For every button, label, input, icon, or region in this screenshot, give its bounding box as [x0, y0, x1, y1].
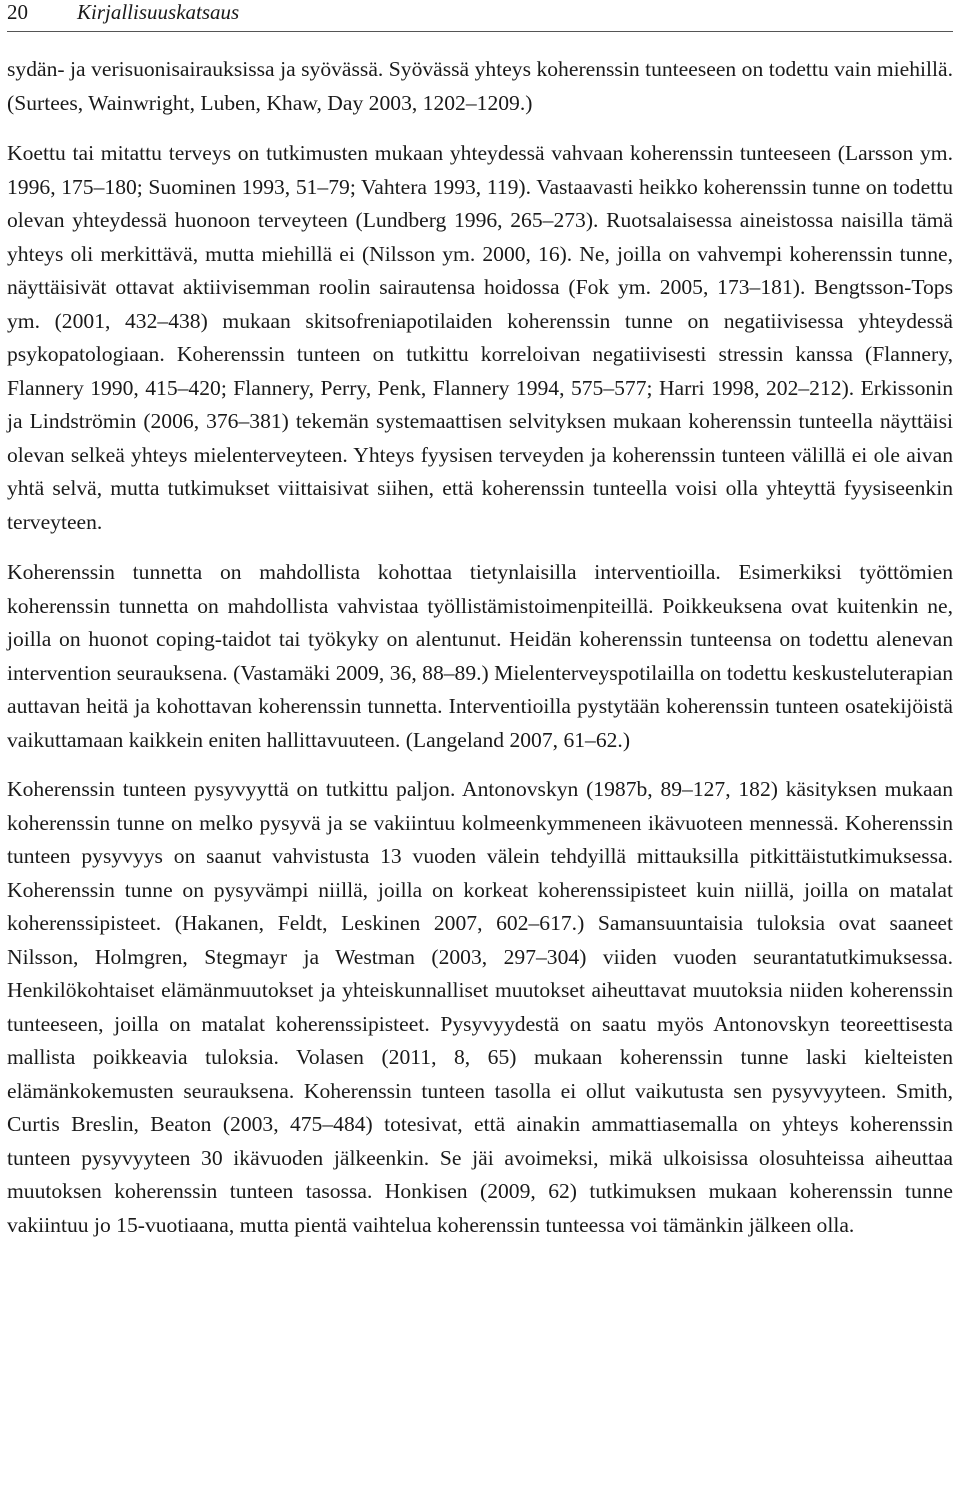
body-paragraph-3: Koherenssin tunnetta on mahdollista kohottaa tietynlaisilla interventioilla. Esimerkiksi työttömien koherenssin tunnetta on mahdollista vahvistaa työllistämistoimenpiteillä. Poikkeuksena ovat kuitenkin ne, joilla on huonot coping-taidot tai työkyky on alentunut. Heidän koherenssin tunteensa on todettu alenevan intervention seurauksena. (Vastamäki 2009, 36, 88–89.) Mielenterveyspotilailla on todettu keskusteluterapian auttavan heitä ja kohottavan koherenssin tunnetta. Interventioilla pystytään koherenssin tunteen osatekijöistä vaikuttamaan kaikkein eniten hallittavuuteen. (Langeland 2007, 61–62.)	[7, 560, 953, 752]
body-paragraph-1: sydän- ja verisuonisairauksissa ja syövässä. Syövässä yhteys koherenssin tunteeseen on todettu vain miehillä. (Surtees, Wainwright, Luben, Khaw, Day 2003, 1202–1209.)	[7, 57, 953, 115]
body-paragraph-2: Koettu tai mitattu terveys on tutkimusten mukaan yhteydessä vahvaan koherenssin tunteeseen (Larsson ym. 1996, 175–180; Suominen 1993, 51–79; Vahtera 1993, 119). Vastaavasti heikko koherenssin tunne on todettu olevan yhteydessä huonoon terveyteen (Lundberg 1996, 265–273). Ruotsalaisessa aineistossa naisilla tämä yhteys oli merkittävä, mutta miehillä ei (Nilsson ym. 2000, 16). Ne, joilla on vahvempi koherenssin tunne, näyttäisivät ottavat aktiivisemman roolin sairautensa hoidossa (Fok ym. 2005, 173–181). Bengtsson-Tops ym. (2001, 432–438) mukaan skitsofreniapotilaiden koherenssin tunne on negatiivisessa yhteydessä psykopatologiaan. Koherenssin tunteen on tutkittu korreloivan negatiivisesti stressin kanssa (Flannery, Flannery 1990, 415–420; Flannery, Perry, Penk, Flannery 1994, 575–577; Harri 1998, 202–212). Erkissonin ja Lindströmin (2006, 376–381) tekemän systemaattisen selvityksen mukaan koherenssin tunteella näyttäisi olevan selkeä yhteys mielenterveyteen. Yhteys fyysisen terveyden ja koherenssin tunteen välillä ei ole aivan yhtä selvä, mutta tutkimukset viittaisivat siihen, että koherenssin tunteella voisi olla yhteyttä fyysiseenkin terveyteen.	[7, 141, 953, 534]
document-page	[7, 0, 953, 1242]
body-paragraph-4: Koherenssin tunteen pysyvyyttä on tutkittu paljon. Antonovskyn (1987b, 89–127, 182) käsityksen mukaan koherenssin tunne on melko pysyvä ja se vakiintuu kolmeenkymmeneen ikävuoteen mennessä. Koherenssin tunteen pysyvyys on saanut vahvistusta 13 vuoden välein tehdyillä mittauksilla pitkittäistutkimuksessa. Koherenssin tunne on pysyvämpi niillä, joilla on korkeat koherenssipisteet kuin niillä, joilla on matalat koherenssipisteet. (Hakanen, Feldt, Leskinen 2007, 602–617.) Samansuuntaisia tuloksia ovat saaneet Nilsson, Holmgren, Stegmayr ja Westman (2003, 297–304) viiden vuoden seurantatutkimuksessa. Henkilökohtaiset elämänmuutokset ja yhteiskunnalliset muutokset aiheuttavat muutoksia niiden koherenssin tunteeseen, joilla on matalat koherenssipisteet. Pysyvyydestä on saatu myös Antonovskyn teoreettisesta mallista poikkeavia tuloksia. Volasen (2011, 8, 65) mukaan koherenssin tunne laski kielteisten elämänkokemusten seurauksena. Koherenssin tunteen tasolla ei ollut vaikutusta sen pysyvyyteen. Smith, Curtis Breslin, Beaton (2003, 475–484) totesivat, että ainakin ammattiasemalla on yhteys koherenssin tunteen pysyvyyteen 30 ikävuoden jälkeenkin. Se jäi avoimeksi, mikä ulkoisissa olosuhteissa aiheuttaa muutoksen koherenssin tunteen tasossa. Honkisen (2009, 62) tutkimuksen mukaan koherenssin tunne vakiintuu jo 15-vuotiaana, mutta pientä vaihtelua koherenssin tunteessa voi tämänkin jälkeen olla.	[7, 777, 953, 1237]
section-title: Kirjallisuuskatsaus	[77, 0, 240, 24]
running-header	[7, 0, 953, 32]
page-number: 20	[7, 0, 28, 24]
